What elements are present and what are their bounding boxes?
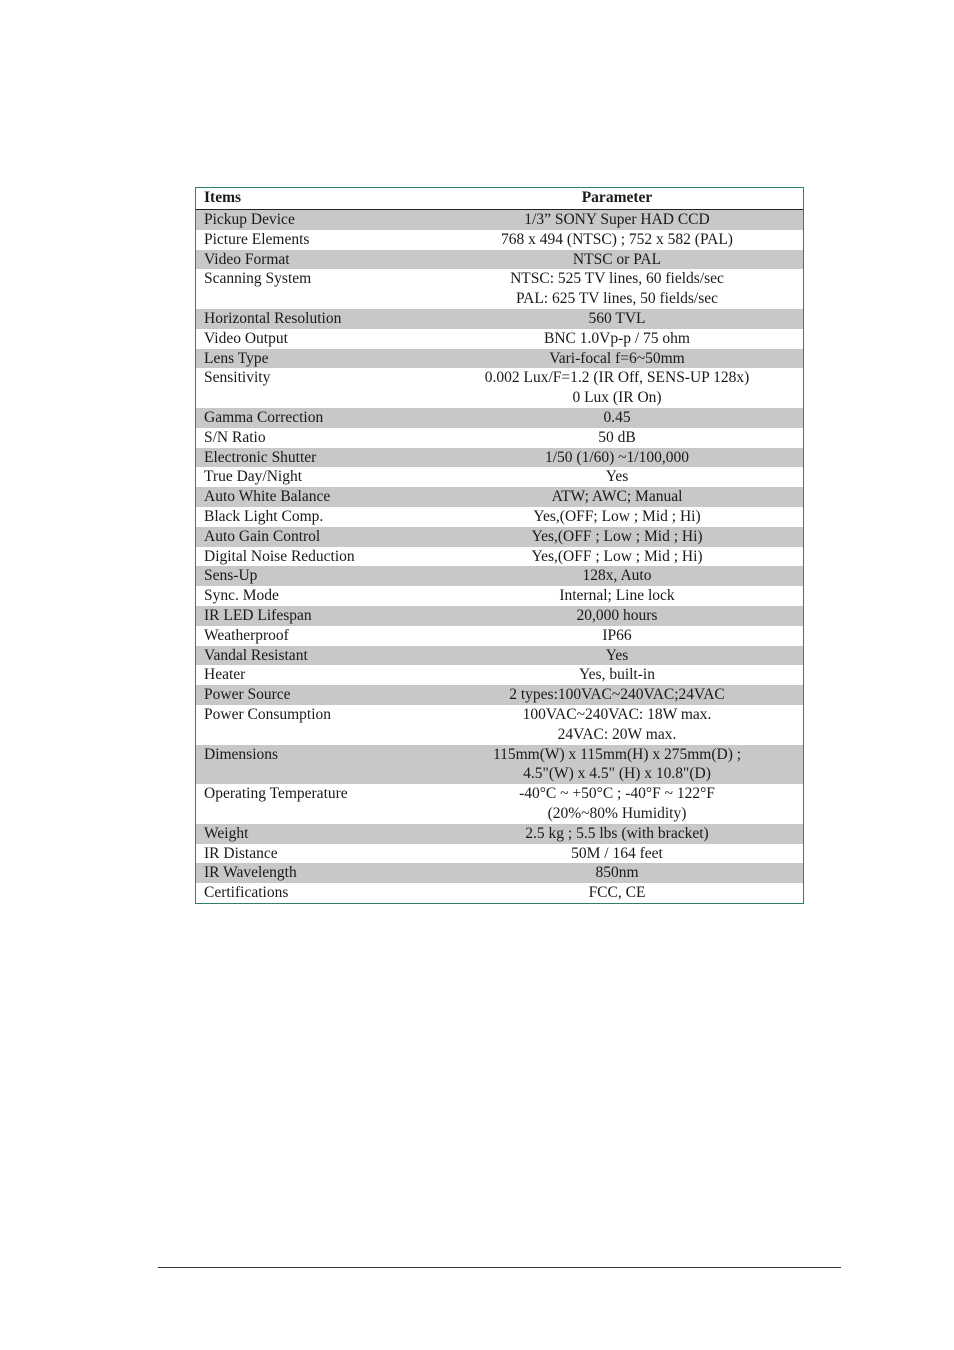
spec-item-label: Scanning System: [204, 270, 312, 288]
spec-parameter-value: [439, 269, 803, 309]
spec-value-line: Yes,(OFF ; Low ; Mid ; Hi): [531, 527, 703, 545]
spec-parameter-value: [439, 368, 803, 408]
spec-value-line: Internal; Line lock: [559, 587, 675, 605]
spec-value-line: Vari-focal f=6~50mm: [549, 349, 685, 367]
table-row: [196, 586, 803, 606]
spec-value-line: 0.002 Lux/F=1.2 (IR Off, SENS-UP 128x): [484, 369, 750, 387]
spec-value-line: 4.5"(W) x 4.5" (H) x 10.8"(D): [523, 765, 711, 783]
spec-parameter-value: [439, 606, 803, 626]
table-row: [196, 883, 803, 903]
spec-parameter-value: [439, 507, 803, 527]
spec-item-label: Digital Noise Reduction: [204, 547, 355, 565]
spec-value-line: IP66: [602, 626, 632, 644]
spec-parameter-value: [439, 349, 803, 369]
table-row: [196, 230, 803, 250]
spec-value-line: NTSC: 525 TV lines, 60 fields/sec: [510, 270, 724, 288]
spec-value-line: Yes: [605, 468, 629, 486]
spec-parameter-value: [439, 626, 803, 646]
spec-parameter-value: [439, 705, 803, 745]
spec-value-line: -40°C ~ +50°C ; -40°F ~ 122°F: [519, 785, 715, 803]
spec-value-line: 50M / 164 feet: [571, 844, 663, 862]
spec-value-line: FCC, CE: [588, 884, 646, 902]
table-row: [196, 250, 803, 270]
spec-value-line: (20%~80% Humidity): [547, 804, 687, 822]
spec-parameter-value: [439, 586, 803, 606]
spec-item-label: Horizontal Resolution: [196, 309, 439, 329]
spec-item-label: Heater: [204, 666, 246, 684]
table-row: [196, 745, 803, 785]
table-row: [196, 844, 803, 864]
spec-parameter-value: [439, 784, 803, 824]
table-row: [196, 349, 803, 369]
spec-parameter-value: [439, 883, 803, 903]
table-row: [196, 467, 803, 487]
spec-item-label: Video Format: [196, 250, 439, 270]
spec-value-line: Yes, built-in: [579, 666, 655, 684]
spec-value-line: 1/3” SONY Super HAD CCD: [524, 211, 710, 228]
table-row: [196, 646, 803, 666]
spec-parameter-value: [439, 665, 803, 685]
spec-item-label: Sync. Mode: [204, 587, 279, 605]
spec-item-label: Sens-Up: [196, 566, 439, 586]
table-header-row: [196, 188, 803, 210]
spec-parameter-value: [439, 863, 803, 883]
spec-item-label: True Day/Night: [204, 468, 303, 486]
spec-parameter-value: [439, 408, 803, 428]
spec-parameter-value: [439, 547, 803, 567]
table-row: [196, 685, 803, 705]
spec-value-line: 560 TVL: [588, 309, 646, 327]
table-row: [196, 626, 803, 646]
spec-parameter-value: [439, 428, 803, 448]
spec-parameter-value: [439, 309, 803, 329]
spec-item-label: IR Wavelength: [196, 863, 439, 883]
spec-value-line: NTSC or PAL: [572, 250, 662, 268]
spec-parameter-value: [439, 467, 803, 487]
spec-item-label: S/N Ratio: [204, 428, 266, 446]
spec-item-label: Black Light Comp.: [204, 507, 324, 525]
spec-item-label: Weight: [196, 824, 439, 844]
table-row: [196, 428, 803, 448]
spec-item-label: Gamma Correction: [196, 408, 439, 428]
spec-item-label: Auto White Balance: [196, 487, 439, 507]
spec-item-label: Picture Elements: [204, 230, 310, 248]
spec-value-line: PAL: 625 TV lines, 50 fields/sec: [515, 290, 719, 308]
spec-item-label: Operating Temperature: [204, 785, 348, 803]
spec-value-line: 115mm(W) x 115mm(H) x 275mm(D) ;: [492, 745, 742, 763]
table-row: [196, 784, 803, 824]
spec-item-label: Lens Type: [196, 349, 439, 369]
spec-parameter-value: [439, 685, 803, 705]
spec-value-line: 0 Lux (IR On): [572, 389, 662, 407]
spec-parameter-value: [439, 824, 803, 844]
spec-parameter-value: [439, 646, 803, 666]
table-row: [196, 448, 803, 468]
table-row: [196, 527, 803, 547]
spec-value-line: 0.45: [603, 408, 631, 426]
spec-item-label: Certifications: [204, 884, 289, 902]
table-row: [196, 507, 803, 527]
table-row: [196, 269, 803, 309]
spec-value-line: 850nm: [595, 864, 639, 882]
spec-parameter-value: [439, 844, 803, 864]
spec-value-line: 128x, Auto: [582, 567, 652, 585]
spec-value-line: ATW; AWC; Manual: [551, 488, 683, 506]
spec-parameter-value: [439, 250, 803, 270]
spec-item-label: Electronic Shutter: [196, 448, 439, 468]
spec-value-line: 20,000 hours: [576, 606, 658, 624]
spec-item-label: Sensitivity: [204, 369, 271, 387]
spec-value-line: 2 types:100VAC~240VAC;24VAC: [509, 686, 725, 704]
spec-value-line: BNC 1.0Vp-p / 75 ohm: [544, 329, 690, 347]
header-parameter: Parameter: [439, 188, 803, 210]
table-row: [196, 309, 803, 329]
spec-item-label: IR LED Lifespan: [196, 606, 439, 626]
spec-item-label: Weatherproof: [204, 626, 289, 644]
table-row: [196, 824, 803, 844]
spec-item-label: IR Distance: [204, 844, 278, 862]
table-row: [196, 606, 803, 626]
spec-value-line: 2.5 kg ; 5.5 lbs (with bracket): [525, 824, 709, 842]
spec-parameter-value: [439, 230, 803, 250]
spec-item-label: Vandal Resistant: [196, 646, 439, 666]
spec-parameter-value: [439, 448, 803, 468]
footer-divider: [158, 1267, 841, 1268]
spec-parameter-value: [439, 487, 803, 507]
spec-value-line: 50 dB: [598, 428, 636, 446]
spec-item-label: Dimensions: [196, 745, 439, 785]
spec-parameter-value: [439, 566, 803, 586]
table-row: [196, 863, 803, 883]
table-row: [196, 487, 803, 507]
spec-value-line: 24VAC: 20W max.: [557, 725, 677, 743]
table-row: [196, 408, 803, 428]
header-items: Items: [196, 188, 439, 210]
spec-parameter-value: [439, 210, 803, 230]
spec-parameter-value: [439, 527, 803, 547]
table-row: [196, 210, 803, 230]
spec-item-label: Power Source: [196, 685, 439, 705]
spec-item-label: Auto Gain Control: [196, 527, 439, 547]
table-row: [196, 665, 803, 685]
table-row: [196, 566, 803, 586]
spec-value-line: 1/50 (1/60) ~1/100,000: [544, 448, 689, 466]
table-row: [196, 705, 803, 745]
table-row: [196, 368, 803, 408]
spec-value-line: Yes,(OFF; Low ; Mid ; Hi): [533, 507, 701, 525]
spec-table: [195, 187, 804, 904]
spec-item-label: Video Output: [204, 329, 288, 347]
spec-value-line: Yes,(OFF ; Low ; Mid ; Hi): [531, 547, 703, 565]
spec-parameter-value: [439, 745, 803, 785]
spec-item-label: Pickup Device: [196, 210, 439, 230]
spec-value-line: 100VAC~240VAC: 18W max.: [522, 705, 712, 723]
spec-value-line: Yes: [605, 646, 629, 664]
spec-item-label: Power Consumption: [204, 705, 332, 723]
table-body: [196, 210, 803, 903]
table-row: [196, 547, 803, 567]
table-row: [196, 329, 803, 349]
spec-value-line: 768 x 494 (NTSC) ; 752 x 582 (PAL): [501, 230, 733, 248]
spec-parameter-value: [439, 329, 803, 349]
